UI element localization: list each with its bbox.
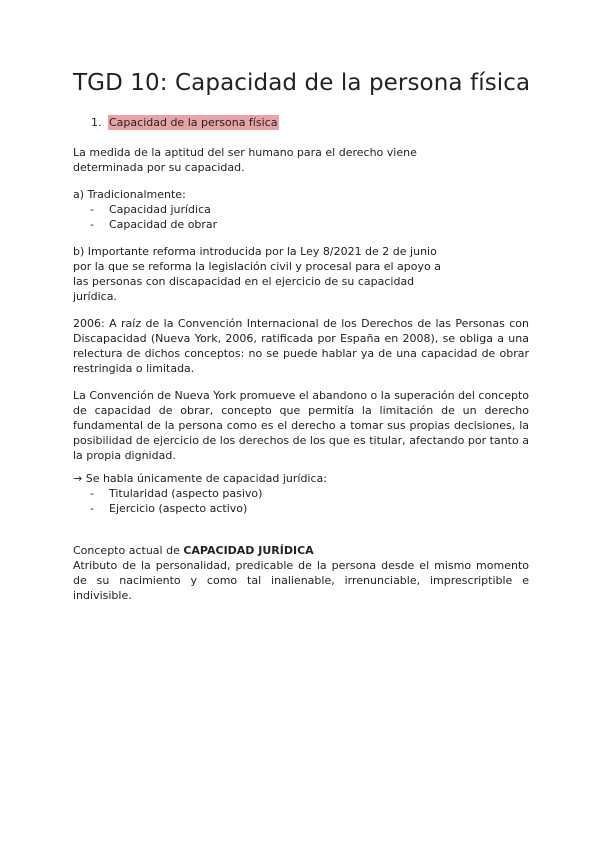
list-item: - Ejercicio (aspecto activo): [73, 501, 529, 516]
section-label-highlighted: Capacidad de la persona física: [109, 116, 278, 129]
list-item: - Capacidad de obrar: [73, 217, 529, 232]
current-concept-definition: Atributo de la personalidad, predicable de la persona desde el mismo momento de su nacimiento y como tal inalienable, irrenunciable, imprescriptible e indivisible.: [73, 559, 529, 602]
current-concept-term: CAPACIDAD JURÍDICA: [183, 544, 314, 557]
page-title: TGD 10: Capacidad de la persona física: [73, 70, 531, 96]
section-heading: [91, 116, 279, 129]
new-york-paragraph: [73, 388, 529, 463]
new-york-text: La Convención de Nueva York promueve el abandono o la superación del concepto de capacidad de obrar, concepto que permitía la limitación de un derecho fundamental de la persona como es el derecho a tomar sus propias decisiones, la posibilidad de ejercicio de los derechos de los que es titular, afectando por tanto a la propia dignidad.: [73, 389, 529, 462]
intro-line: determinada por su capacidad.: [73, 161, 245, 174]
current-concept-section: [73, 543, 529, 603]
only-juridica-section: [73, 471, 529, 516]
reform-line: b) Importante reforma introducida por la Ley 8/2021 de 2 de junio: [73, 245, 437, 258]
only-juridica-list: [73, 486, 529, 516]
list-item: - Titularidad (aspecto pasivo): [73, 486, 529, 501]
current-concept-heading: [73, 543, 529, 558]
reform-line: las personas con discapacidad en el ejercicio de su capacidad: [73, 275, 415, 288]
reform-line: jurídica.: [73, 290, 117, 303]
intro-line: La medida de la aptitud del ser humano para el derecho viene: [73, 146, 417, 159]
reform-paragraph: [73, 244, 529, 304]
list-item: - Capacidad jurídica: [73, 202, 529, 217]
reform-line: por la que se reforma la legislación civil y procesal para el apoyo a: [73, 260, 441, 273]
current-concept-prefix: Concepto actual de: [73, 544, 184, 557]
traditional-section: [73, 187, 529, 232]
convention-2006-text: 2006: A raíz de la Convención Internacional de los Derechos de las Personas con Discapacidad (Nueva York, 2006, ratificada por España en 2008), se obliga a una relectura de dichos conceptos: no se puede hablar ya de una capacidad de obrar restringida o limitada.: [73, 317, 529, 375]
traditional-list: [73, 202, 529, 232]
intro-paragraph: [73, 145, 529, 175]
only-juridica-heading: → Se habla únicamente de capacidad jurídica:: [73, 472, 327, 485]
traditional-heading: a) Tradicionalmente:: [73, 188, 186, 201]
convention-2006-paragraph: [73, 316, 529, 376]
section-number: 1.: [91, 116, 102, 129]
